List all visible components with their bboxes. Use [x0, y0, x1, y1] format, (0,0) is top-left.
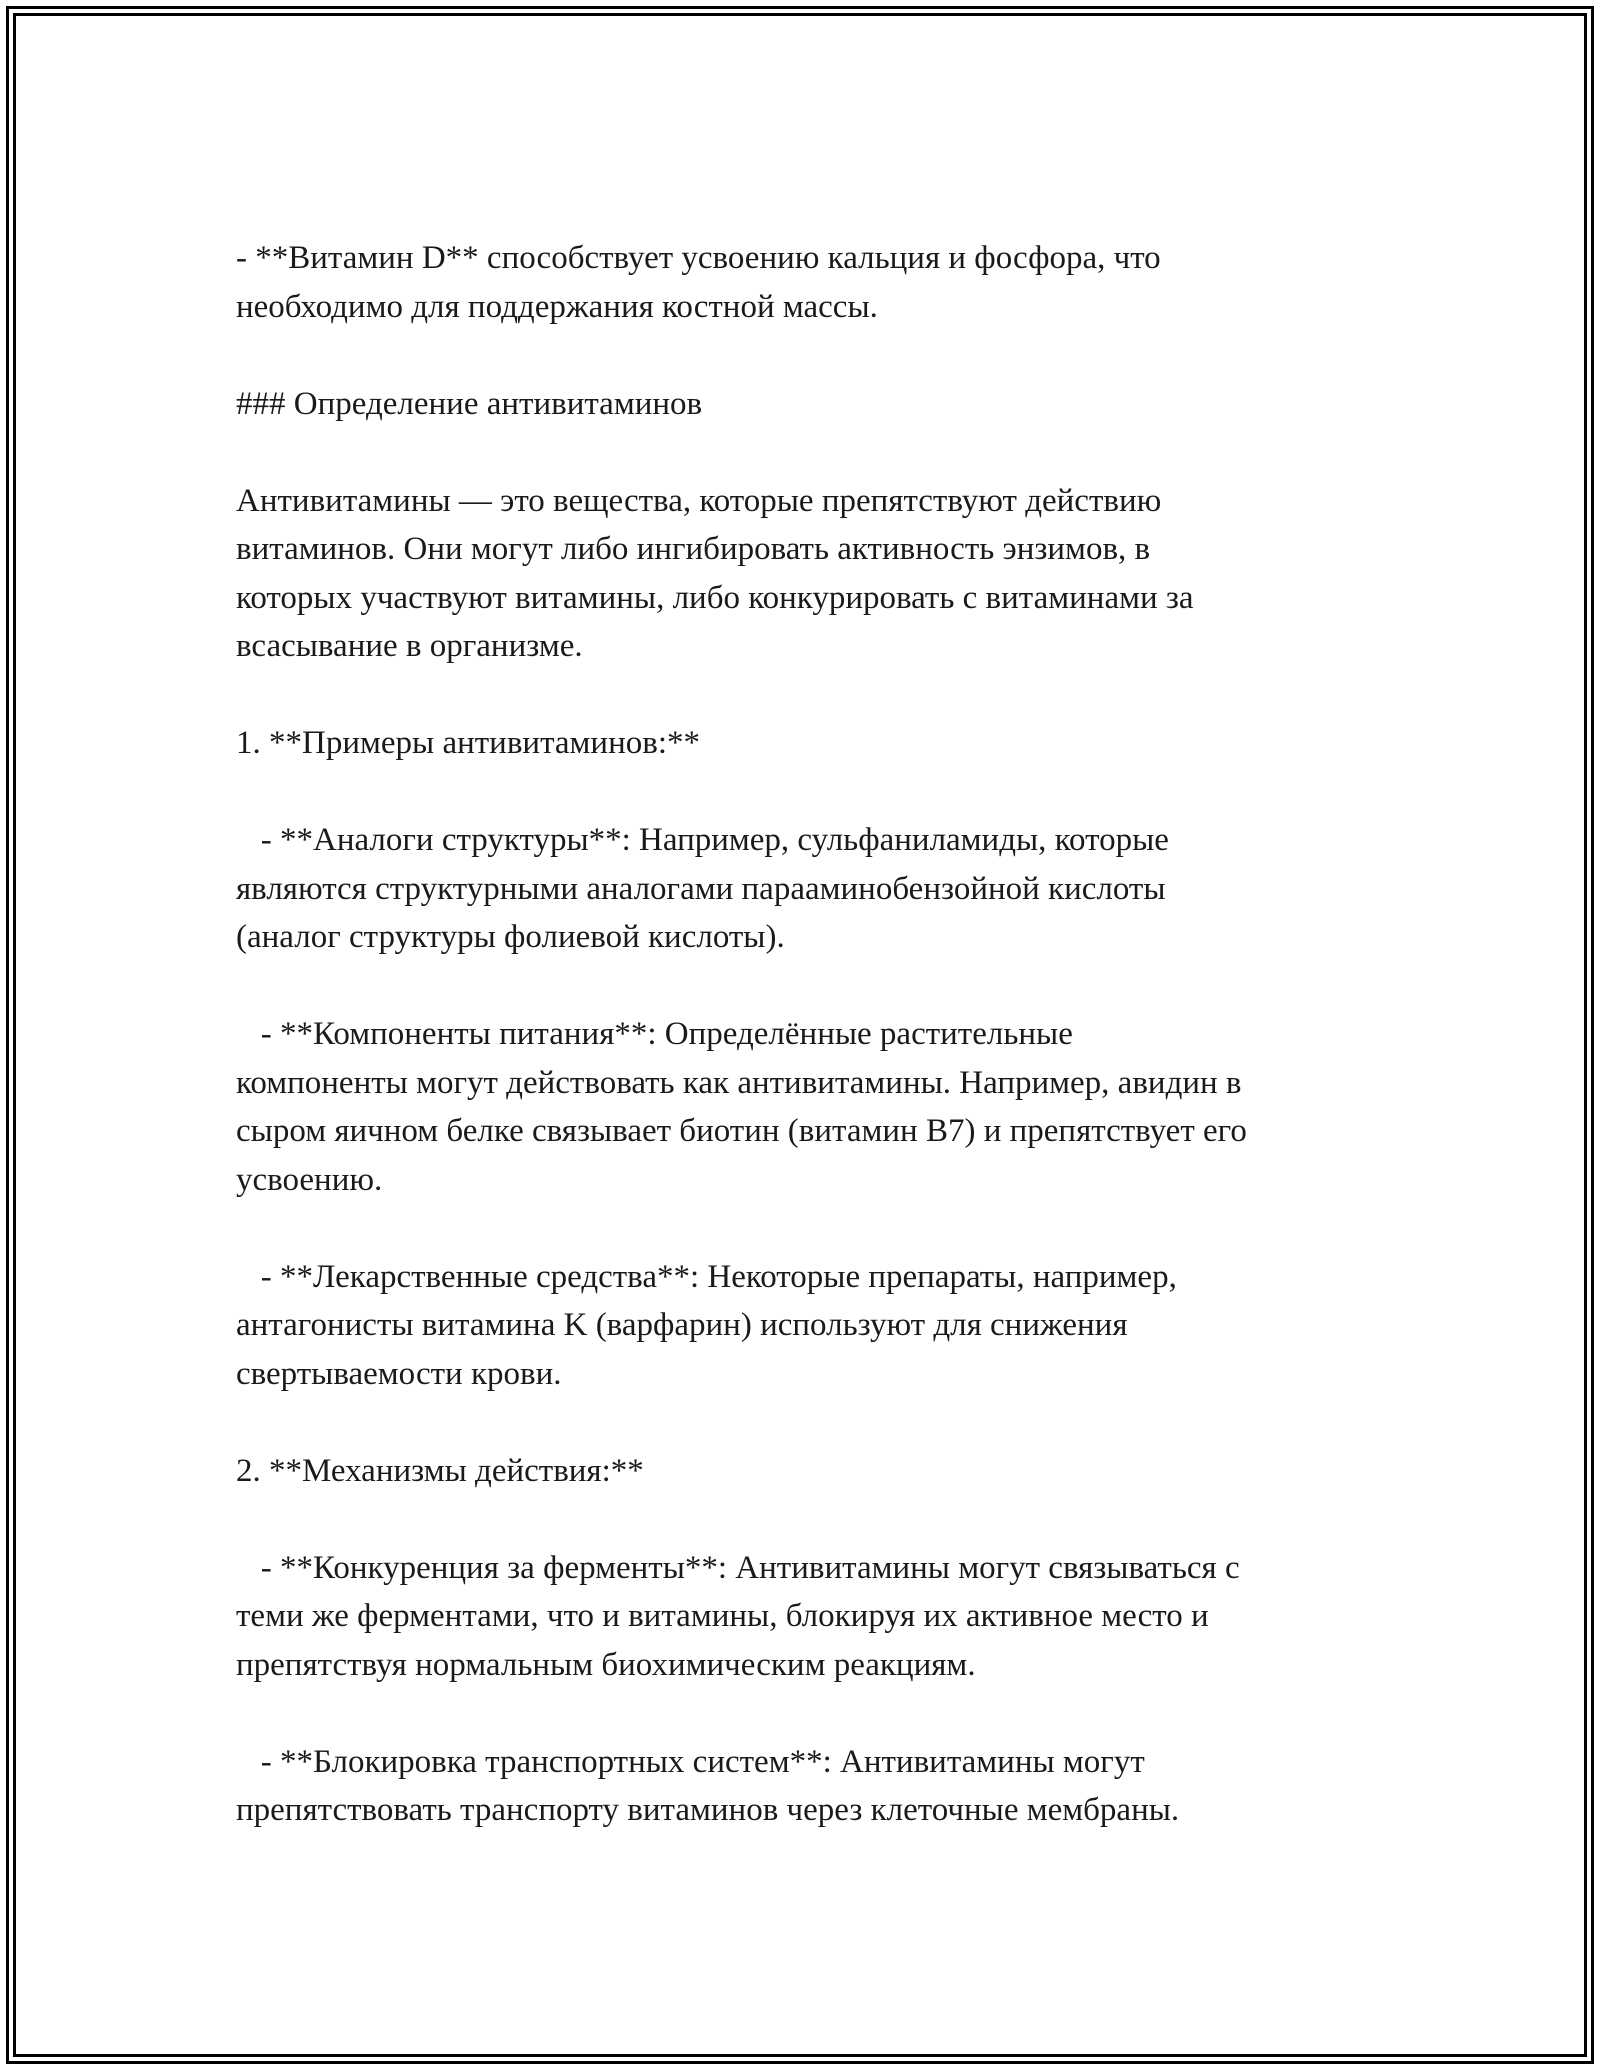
paragraph-antivitamins-definition: Антивитамины — это вещества, которые препятствуют действию витаминов. Они могут либо ингибировать активность энзимов, в которых участвуют витамины, либо конкурировать с витаминами за всасывание в организме. — [236, 482, 1194, 664]
document-body — [236, 234, 1396, 1835]
paragraph-vitamin-d: - **Витамин D** способствует усвоению кальция и фосфора, что необходимо для поддержания костной массы. — [236, 240, 1161, 325]
list-item-enzyme-competition: - **Конкуренция за ферменты**: Антивитамины могут связываться с теми же ферментами, что и витамины, блокируя их активное место и препятствуя нормальным биохимическим реакциям. — [236, 1549, 1240, 1683]
section-heading-antivitamins: ### Определение антивитаминов — [236, 385, 703, 422]
list-item-transport-blocking: - **Блокировка транспортных систем**: Антивитамины могут препятствовать транспорту витаминов через клеточные мембраны. — [236, 1743, 1180, 1828]
list-heading-mechanisms: 2. **Механизмы действия:** — [236, 1452, 644, 1489]
list-item-food-components: - **Компоненты питания**: Определённые растительные компоненты могут действовать как антивитамины. Например, авидин в сыром яичном белке связывает биотин (витамин B7) и препятствует его усвоению. — [236, 1016, 1247, 1198]
list-item-structure-analogs: - **Аналоги структуры**: Например, сульфаниламиды, которые являются структурными аналогами парааминобензойной кислоты (аналог структуры фолиевой кислоты). — [236, 822, 1169, 955]
list-item-medications: - **Лекарственные средства**: Некоторые препараты, например, антагонисты витамина K (варфарин) используют для снижения свертываемости крови. — [236, 1258, 1177, 1392]
list-heading-examples: 1. **Примеры антивитаминов:** — [236, 725, 700, 761]
